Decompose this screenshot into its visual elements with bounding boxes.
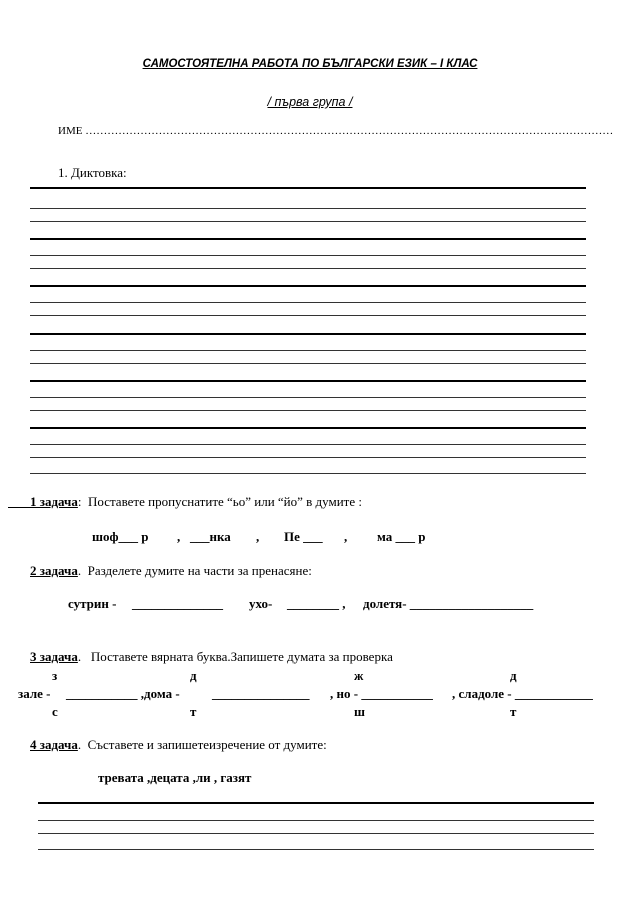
task4-heading	[30, 737, 327, 753]
writing-line	[30, 255, 586, 256]
task1-instruction: : Поставете пропуснатите “ьо” или “йо” в думите :	[77, 494, 362, 509]
task2-heading	[30, 563, 312, 579]
writing-line	[30, 380, 586, 382]
task1-comma: ,	[256, 529, 260, 544]
writing-line	[30, 363, 586, 364]
writing-line	[30, 333, 586, 335]
writing-line	[30, 350, 586, 351]
writing-line	[38, 833, 594, 834]
task4-words: тревата ,децата ,ли , газят	[98, 770, 252, 785]
task3-top-letter-2: д	[190, 668, 197, 683]
task1-heading	[30, 494, 362, 510]
writing-line	[30, 427, 586, 429]
task3-word-4: , сладоле - ____________	[452, 686, 593, 701]
task3-top-letter-3: ж	[354, 668, 364, 683]
task3-word-3: , но - ___________	[330, 686, 433, 701]
writing-line	[30, 268, 586, 269]
writing-line	[30, 187, 586, 189]
writing-line	[30, 221, 586, 222]
writing-line	[38, 802, 594, 804]
writing-line	[30, 410, 586, 411]
task3-instruction: . Поставете вярната буква.Запишете думата за проверка	[77, 649, 393, 664]
task1-word-3: Пе ___	[284, 529, 323, 544]
task3-heading	[30, 649, 393, 665]
task3-top-letter-4: д	[510, 668, 517, 683]
writing-line	[38, 849, 594, 850]
task2-instruction: . Разделете думите на части за пренасяне:	[77, 563, 312, 578]
task4-instruction: . Съставете и запишетеизречение от думите:	[77, 737, 327, 752]
writing-line	[30, 285, 586, 287]
task2-blank-2: ________ ,	[287, 596, 346, 611]
task3-blank: _______________	[212, 686, 310, 701]
task3-word-2: ___________ ,дома -	[66, 686, 180, 701]
task1-leading-rule	[8, 507, 30, 508]
task3-bottom-letter-3: ш	[354, 704, 365, 719]
page-title: САМОСТОЯТЕЛНА РАБОТА ПО БЪЛГАРСКИ ЕЗИК – I КЛАС	[142, 58, 478, 70]
writing-line	[30, 302, 586, 303]
task3-bottom-letter-4: т	[510, 704, 517, 719]
task2-word-2: ухо-	[249, 596, 273, 611]
writing-line	[30, 315, 586, 316]
task1-comma: ,	[177, 529, 181, 544]
group-subtitle: / първа група /	[267, 95, 353, 109]
task2-blank-1: ______________	[132, 596, 223, 611]
task1-word-4: ма ___ р	[377, 529, 426, 544]
task2-label: 2 задача	[30, 563, 78, 578]
task1-label: 1 задача	[30, 494, 78, 509]
task3-word-1: зале -	[18, 686, 51, 701]
task2-word-1: сутрин -	[68, 596, 117, 611]
dictation-label: 1. Диктовка:	[58, 165, 127, 180]
task1-word-1: шоф___ р	[92, 529, 149, 544]
writing-line	[30, 457, 586, 458]
writing-line	[30, 208, 586, 209]
name-field-label: ИМЕ ………………………………………………………………………………………………………………………………	[58, 125, 614, 137]
task3-label: 3 задача	[30, 649, 78, 664]
writing-line	[38, 820, 594, 821]
writing-line	[30, 397, 586, 398]
writing-line	[30, 473, 586, 474]
task3-top-letter-1: з	[52, 668, 58, 683]
writing-line	[30, 444, 586, 445]
writing-line	[30, 238, 586, 240]
task1-comma: ,	[344, 529, 348, 544]
task2-word-3: долетя- ___________________	[363, 596, 534, 611]
task3-bottom-letter-2: т	[190, 704, 197, 719]
task1-word-2: ___нка	[190, 529, 231, 544]
task3-bottom-letter-1: с	[52, 704, 58, 719]
task4-label: 4 задача	[30, 737, 78, 752]
